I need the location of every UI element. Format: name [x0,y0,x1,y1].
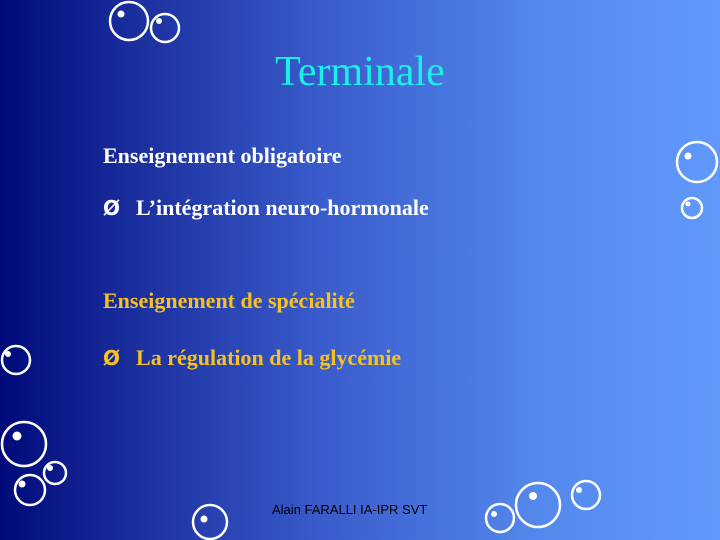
bullet-arrow-icon: Ø [103,346,121,370]
bullet-item-mandatory [103,195,429,221]
section-heading-specialty: Enseignement de spécialité [103,288,355,313]
bullet-arrow-icon: Ø [103,196,121,220]
slide-title: Terminale [275,49,445,95]
bullet-text: La régulation de la glycémie [136,345,402,370]
bullet-item-specialty [103,345,401,371]
slide-footer: Alain FARALLI IA-IPR SVT [272,502,428,517]
bullet-text: L’intégration neuro-hormonale [136,195,429,220]
section-heading-mandatory: Enseignement obligatoire [103,143,342,168]
